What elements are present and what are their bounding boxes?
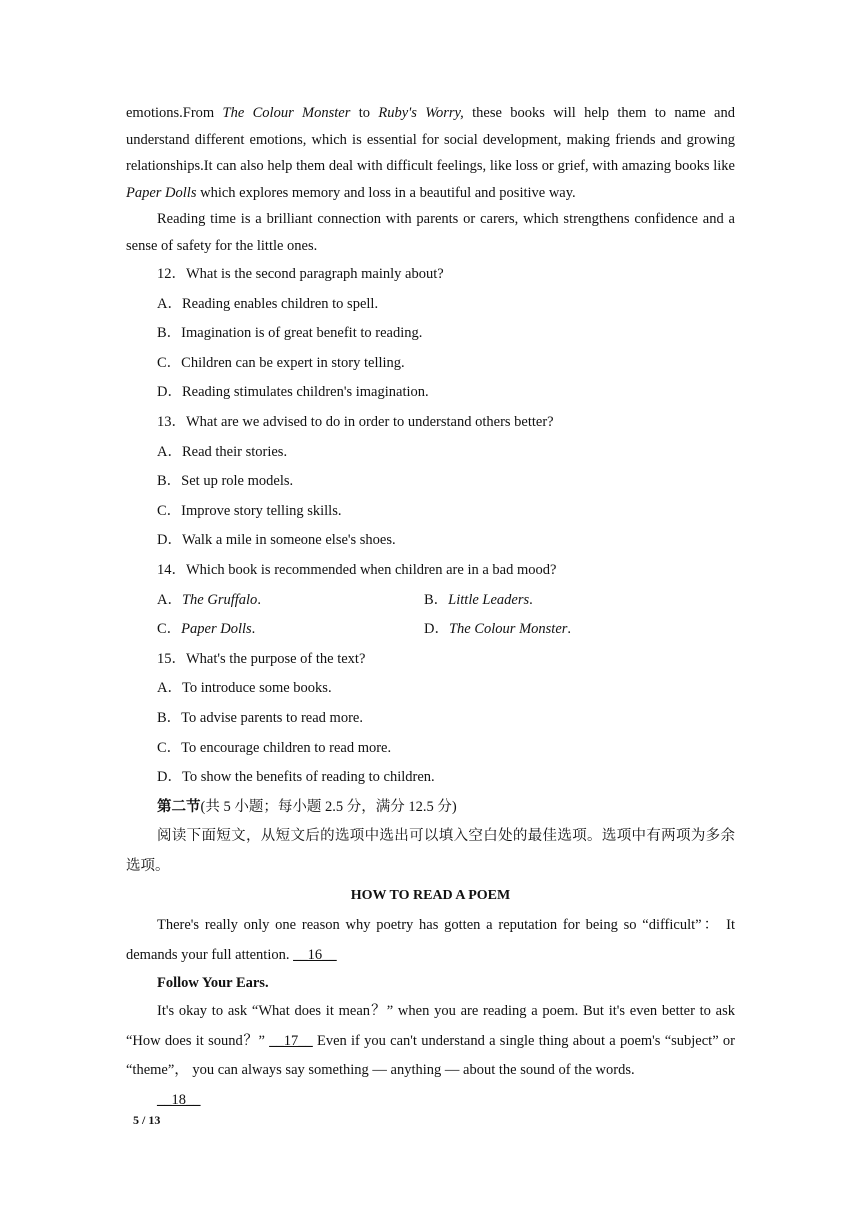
poem-paragraph-1: There's really only one reason why poetry has gotten a reputation for being so “difficult”： It demands your full attention. __16__ bbox=[126, 917, 735, 963]
question-13-option-d: D．Walk a mile in someone else's shoes. bbox=[157, 532, 396, 549]
section-2-instructions: 阅读下面短文，从短文后的选项中选出可以填入空白处的最佳选项。选项中有两项为多余选项。 bbox=[126, 828, 735, 874]
book-title: Ruby's Worry, bbox=[378, 105, 464, 121]
question-14-stem: 14．Which book is recommended when children are in a bad mood? bbox=[157, 561, 557, 578]
blank-17: __17__ bbox=[269, 1032, 313, 1049]
text: which explores memory and loss in a beautiful and positive way. bbox=[196, 184, 576, 201]
document-page bbox=[126, 100, 735, 1116]
blank-18: __18__ bbox=[157, 1092, 201, 1109]
question-14-option-d: D．The Colour Monster. bbox=[424, 621, 572, 638]
question-13-option-b: B．Set up role models. bbox=[157, 473, 294, 490]
text: emotions.From bbox=[126, 105, 223, 121]
poem-article-title: HOW TO READ A POEM bbox=[350, 888, 511, 904]
question-14-options-row-1 bbox=[126, 586, 735, 616]
blank-18-line bbox=[126, 1086, 735, 1116]
question-12-option-a: A．Reading enables children to spell. bbox=[157, 295, 379, 312]
text: these books will help them to name and understand different emotions, which is essential for social development, making friends and growing relationships.It can also help them deal with difficult feelings, like loss or grief, with amazing books like bbox=[126, 105, 735, 174]
question-14-option-c: C．Paper Dolls. bbox=[157, 621, 256, 638]
section-2-heading: 第二节(共 5 小题；每小题 2.5 分，满分 12.5 分) bbox=[157, 798, 457, 815]
paragraph-reading-time: Reading time is a brilliant connection with parents or carers, which strengthens confidence and a sense of safety for the little ones. bbox=[126, 211, 735, 254]
question-15-option-b: B．To advise parents to read more. bbox=[157, 709, 363, 726]
question-12-stem: 12．What is the second paragraph mainly about? bbox=[157, 266, 444, 282]
poem-paragraph-2: It's okay to ask “What does it mean？” when you are reading a poem. But it's even better to ask “How does it sound？” __17__ Even if you can't understand a single thing about a poem's “subject” or “theme”， you can always say something — anything — about the sound of the words. bbox=[126, 1003, 735, 1079]
book-title: Paper Dolls bbox=[126, 184, 197, 201]
question-15-option-c: C．To encourage children to read more. bbox=[157, 739, 392, 756]
question-15-option-d: D．To show the benefits of reading to children. bbox=[157, 769, 435, 786]
paragraph-emotions bbox=[126, 100, 735, 206]
question-12-option-c: C．Children can be expert in story telling. bbox=[157, 354, 405, 371]
question-14-options-row-2 bbox=[126, 615, 735, 645]
question-15-option-a: A．To introduce some books. bbox=[157, 680, 332, 697]
question-14-option-b: B．Little Leaders. bbox=[424, 591, 533, 608]
poem-subheading: Follow Your Ears. bbox=[157, 975, 269, 992]
question-13-option-a: A．Read their stories. bbox=[157, 443, 288, 460]
blank-16: __16__ bbox=[293, 946, 337, 963]
page-number: 5 / 13 bbox=[133, 1113, 161, 1127]
question-12-option-d: D．Reading stimulates children's imagination. bbox=[157, 384, 429, 401]
book-title: The Colour Monster bbox=[222, 105, 351, 121]
question-14-option-a: A．The Gruffalo. bbox=[157, 591, 261, 608]
question-12-option-b: B．Imagination is of great benefit to reading. bbox=[157, 325, 423, 342]
question-15-stem: 15．What's the purpose of the text? bbox=[157, 650, 366, 667]
text: to bbox=[350, 105, 379, 121]
question-13-stem: 13．What are we advised to do in order to understand others better? bbox=[157, 413, 554, 430]
question-13-option-c: C．Improve story telling skills. bbox=[157, 502, 342, 519]
